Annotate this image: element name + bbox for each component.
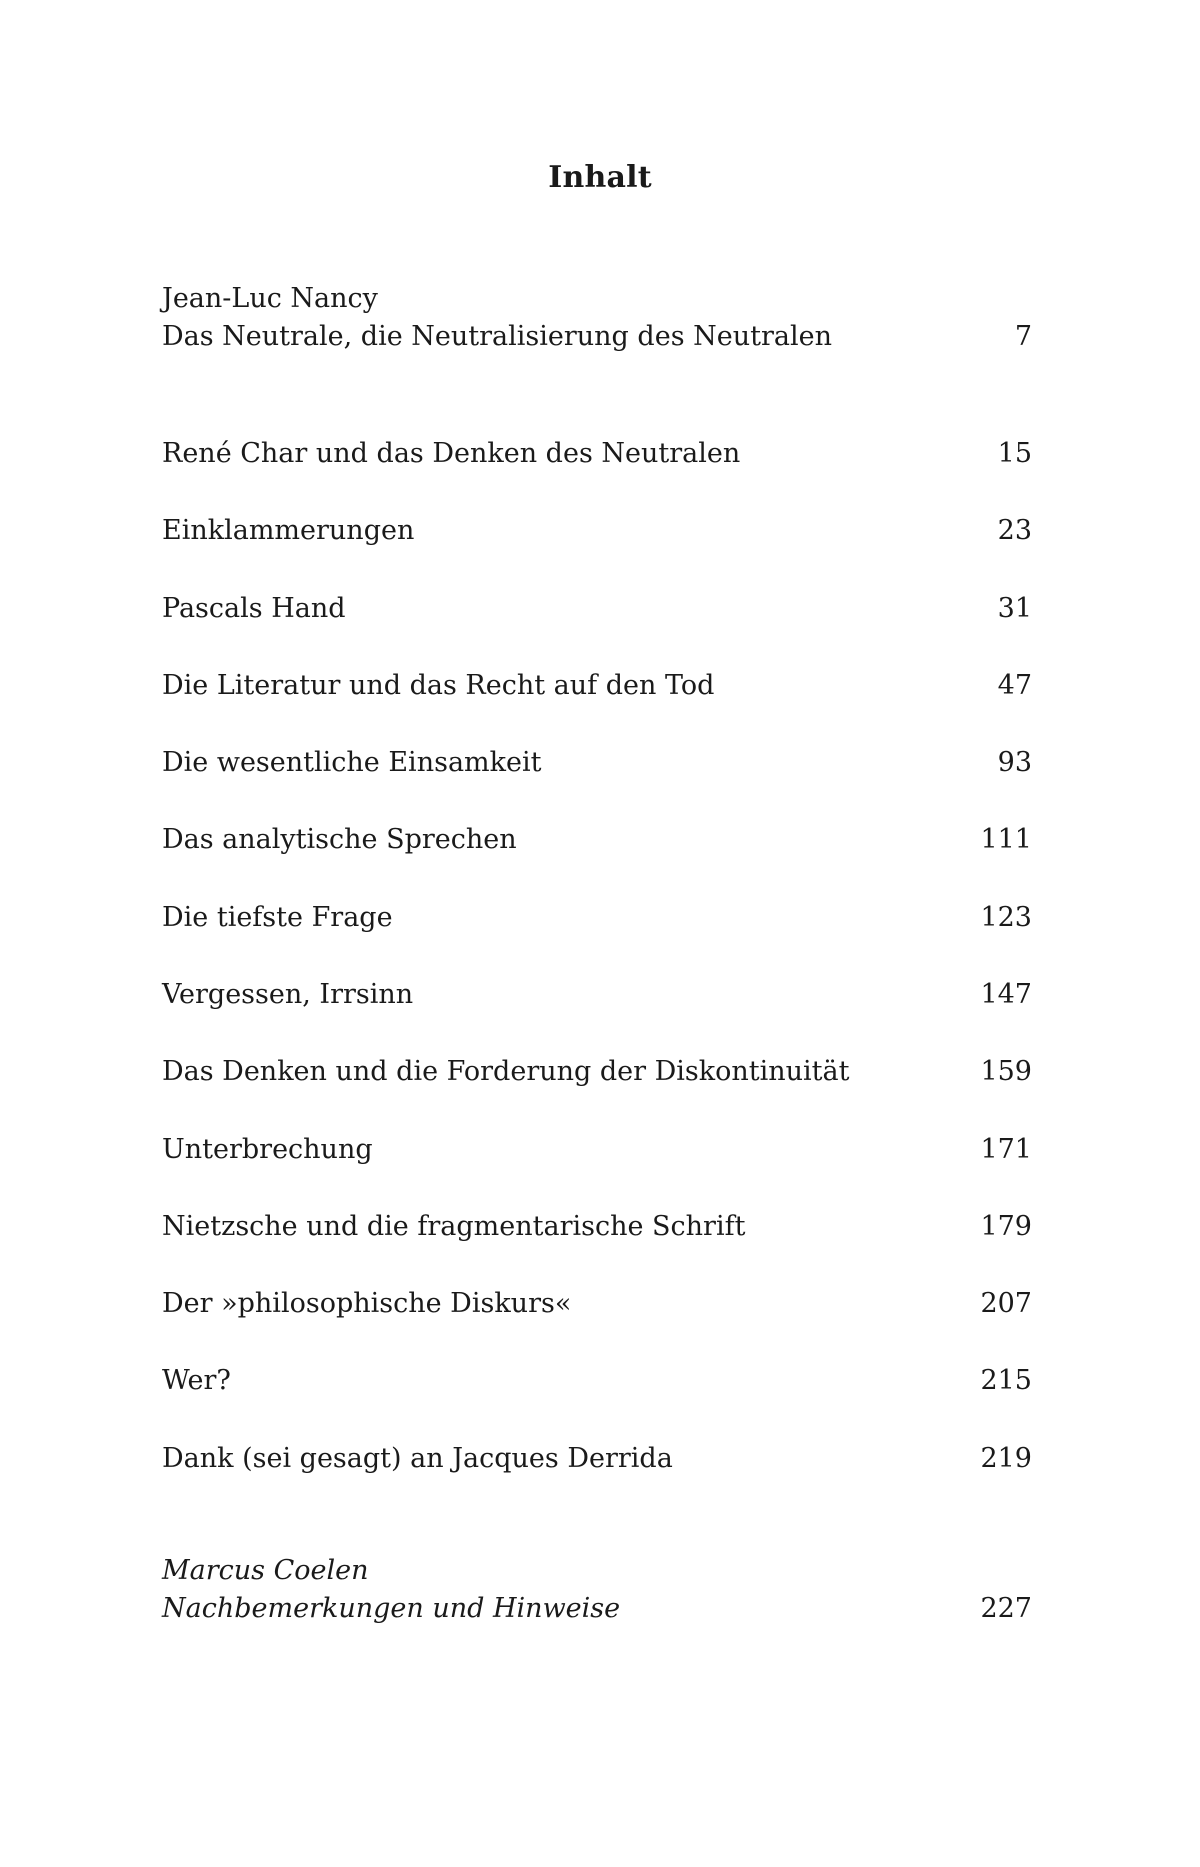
toc-entry-title: Einklammerungen — [162, 515, 415, 546]
preface-author: Jean-Luc Nancy — [162, 283, 378, 314]
afterword-page-number: 227 — [980, 1593, 1032, 1624]
page-title: Inhalt — [548, 160, 652, 195]
toc-entry-title: Die tiefste Frage — [162, 902, 393, 933]
toc-entry-title: Der »philosophische Diskurs« — [162, 1288, 572, 1319]
toc-entry — [162, 1207, 1032, 1247]
toc-entry-preface — [162, 317, 1032, 357]
toc-entry — [162, 820, 1032, 860]
toc-entry-title: Die Literatur und das Recht auf den Tod — [162, 670, 715, 701]
toc-entry-title: René Char und das Denken des Neutralen — [162, 438, 741, 469]
toc-entry-title: Das Denken und die Forderung der Diskontinuität — [162, 1056, 850, 1087]
toc-entry-page-number: 207 — [980, 1288, 1032, 1319]
toc-entry-page-number: 31 — [997, 593, 1032, 624]
afterword-title: Nachbemerkungen und Hinweise — [162, 1593, 621, 1624]
preface-title: Das Neutrale, die Neutralisierung des Neutralen — [162, 321, 832, 352]
toc-entry-page-number: 171 — [980, 1134, 1032, 1165]
toc-entry-title: Die wesentliche Einsamkeit — [162, 747, 542, 778]
toc-entry — [162, 975, 1032, 1015]
toc-entry-title: Wer? — [162, 1365, 231, 1396]
toc-entry-page-number: 159 — [980, 1056, 1032, 1087]
toc-entry-afterword — [162, 1589, 1032, 1629]
toc-entry-page-number: 147 — [980, 979, 1032, 1010]
toc-entry-page-number: 123 — [980, 902, 1032, 933]
toc-entry — [162, 666, 1032, 706]
toc-entry — [162, 743, 1032, 783]
toc-entry-title: Vergessen, Irrsinn — [162, 979, 414, 1010]
toc-entry-page-number: 93 — [997, 747, 1032, 778]
toc-entry — [162, 1052, 1032, 1092]
toc-entry-title: Dank (sei gesagt) an Jacques Derrida — [162, 1443, 673, 1474]
toc-entry — [162, 1130, 1032, 1170]
afterword-author: Marcus Coelen — [162, 1555, 369, 1586]
toc-entry-title: Das analytische Sprechen — [162, 824, 517, 855]
toc-entry-title: Nietzsche und die fragmentarische Schrift — [162, 1211, 746, 1242]
toc-entry-page-number: 23 — [997, 515, 1032, 546]
toc-entry-page-number: 179 — [980, 1211, 1032, 1242]
toc-entry — [162, 434, 1032, 474]
preface-author-line — [162, 279, 1032, 319]
toc-entry-title: Unterbrechung — [162, 1134, 373, 1165]
toc-entry-title: Pascals Hand — [162, 593, 346, 624]
toc-entry-page-number: 15 — [997, 438, 1032, 469]
afterword-author-line — [162, 1551, 1032, 1591]
toc-entry-page-number: 219 — [980, 1443, 1032, 1474]
preface-page-number: 7 — [1014, 321, 1032, 352]
toc-entry — [162, 511, 1032, 551]
toc-entry — [162, 898, 1032, 938]
toc-entry-page-number: 47 — [997, 670, 1032, 701]
toc-entry — [162, 589, 1032, 629]
toc-entry — [162, 1439, 1032, 1479]
toc-entry — [162, 1284, 1032, 1324]
toc-entry-page-number: 215 — [980, 1365, 1032, 1396]
toc-entry — [162, 1361, 1032, 1401]
toc-entry-page-number: 111 — [980, 824, 1032, 855]
